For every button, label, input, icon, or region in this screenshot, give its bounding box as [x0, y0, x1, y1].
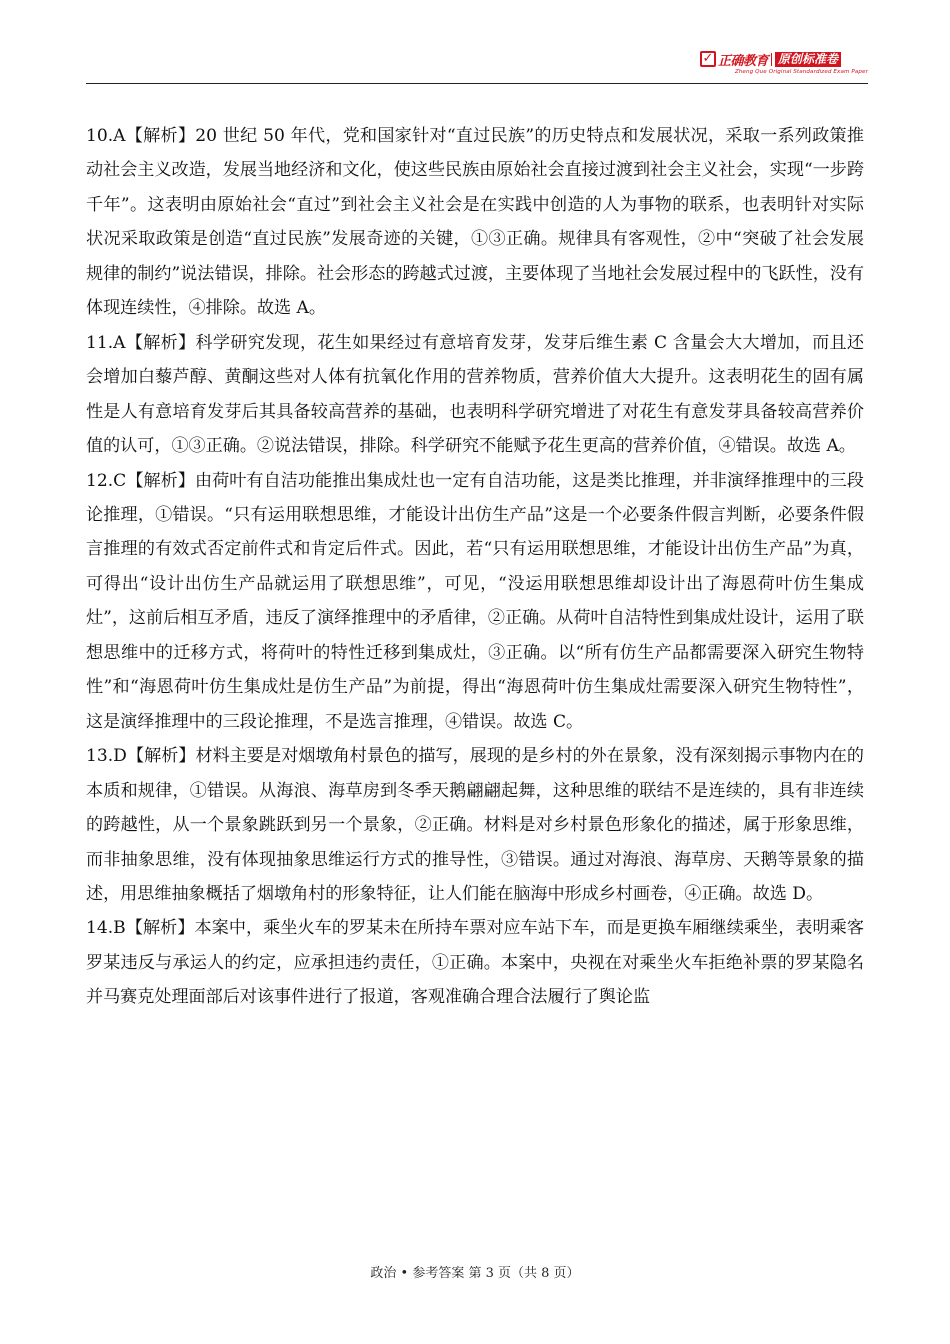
answer-10: 10.A【解析】20 世纪 50 年代，党和国家针对“直过民族”的历史特点和发展状况，采取一系列政策推动社会主义改造，发展当地经济和文化，使这些民族由原始社会直接过渡到社会主义社会，实现“一步跨千年”。这表明由原始社会“直过”到社会主义社会是在实践中创造的人为事物的联系，也表明针对实际状况采取政策是创造“直过民族”发展奇迹的关键，①③正确。规律具有客观性，②中“突破了社会发展规律的制约”说法错误，排除。社会形态的跨越式过渡，主要体现了当地社会发展过程中的飞跃性，没有体现连续性，④排除。故选 A。 [86, 126, 864, 319]
answer-12: 12.C【解析】由荷叶有自洁功能推出集成灶也一定有自洁功能，这是类比推理，并非演绎推理中的三段论推理，①错误。“只有运用联想思维，才能设计出仿生产品”这是一个必要条件假言判断，必要条件假言推理的有效式否定前件式和肯定后件式。因此，若“只有运用联想思维，才能设计出仿生产品”为真，可得出“设计出仿生产品就运用了联想思维”，可见，“没运用联想思维却设计出了海恩荷叶仿生集成灶”，这前后相互矛盾，违反了演绎推理中的矛盾律，②正确。从荷叶自洁特性到集成灶设计，运用了联想思维中的迁移方式，将荷叶的特性迁移到集成灶，③正确。以“所有仿生产品都需要深入研究生物特性”和“海恩荷叶仿生集成灶是仿生产品”为前提，得出“海恩荷叶仿生集成灶需要深入研究生物特性”，这是演绎推理中的三段论推理，不是选言推理，④错误。故选 C。 [86, 470, 864, 732]
brand-tagline: 原创标准卷 [775, 52, 841, 67]
brand-logo [700, 51, 868, 77]
header-rule [86, 83, 868, 84]
page-footer: 政治 • 参考答案 第 3 页（共 8 页） [370, 1266, 580, 1281]
answer-14: 14.B【解析】本案中，乘坐火车的罗某未在所持车票对应车站下车，而是更换车厢继续乘坐，表明乘客罗某违反与承运人的约定，应承担违约责任，①正确。本案中，央视在对乘坐火车拒绝补票的罗某隐名并马赛克处理面部后对该事件进行了报道，客观准确合理合法履行了舆论监 [86, 918, 864, 1008]
logo-divider [771, 53, 772, 66]
answer-13: 13.D【解析】材料主要是对烟墩角村景色的描写，展现的是乡村的外在景象，没有深刻揭示事物内在的本质和规律，①错误。从海浪、海草房到冬季天鹅翩翩起舞，这种思维的联结不是连续的，具有非连续的跨越性，从一个景象跳跃到另一个景象，②正确。材料是对乡村景色形象化的描述，属于形象思维，而非抽象思维，没有体现抽象思维运行方式的推导性，③错误。通过对海浪、海草房、天鹅等景象的描述，用思维抽象概括了烟墩角村的形象特征，让人们能在脑海中形成乡村画卷，④正确。故选 D。 [86, 746, 864, 904]
answer-body [86, 119, 864, 1015]
logo-row [700, 51, 868, 67]
brand-subtitle: Zheng Que Original Standardized Exam Paper [734, 69, 868, 75]
brand-name: 正确教育 [718, 53, 769, 69]
answer-11: 11.A【解析】科学研究发现，花生如果经过有意培育发芽，发芽后维生素 C 含量会大大增加，而且还会增加白藜芦醇、黄酮这些对人体有抗氧化作用的营养物质，营养价值大大提升。这表明花生的固有属性是人有意培育发芽后其具备较高营养的基础，也表明科学研究增进了对花生有意发芽具备较高营养价值的认可，①③正确。②说法错误，排除。科学研究不能赋予花生更高的营养价值，④错误。故选 A。 [86, 332, 864, 457]
checkmark-icon: ✓ [700, 51, 716, 67]
